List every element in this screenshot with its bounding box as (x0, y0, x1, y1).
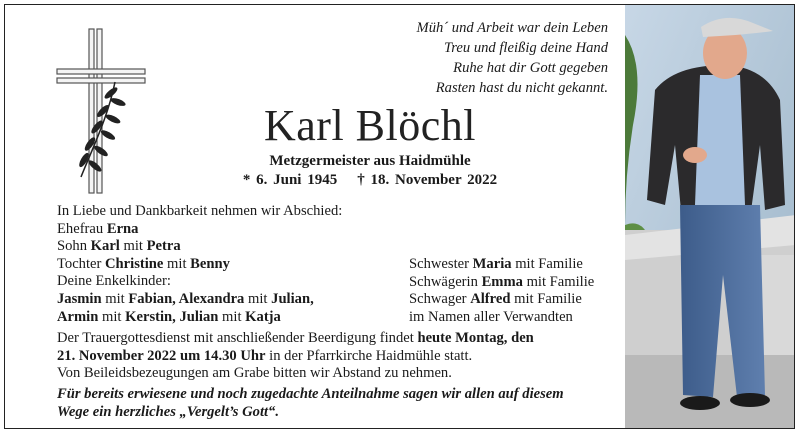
grandchildren-line: Jasmin mit Fabian, Alexandra mit Julian, (57, 290, 314, 307)
family-line-wife: Ehefrau Erna (57, 220, 139, 237)
family-line-son: Sohn Karl mit Petra (57, 238, 181, 255)
poem-line: Müh´ und Arbeit war dein Leben (416, 20, 608, 36)
service-line: Von Beileidsbezeugungen am Grabe bitten wir Abstand zu nehmen. (57, 365, 452, 382)
grandchildren-line: Armin mit Kerstin, Julian mit Katja (57, 308, 281, 325)
poem-line: Rasten hast du nicht gekannt. (435, 80, 608, 96)
service-info (57, 330, 534, 383)
family-list (57, 203, 342, 326)
deceased-occupation: Metzgermeister aus Haidmühle (269, 153, 471, 169)
thanks-note (57, 386, 564, 421)
cross-icon (53, 27, 153, 197)
grandchildren-label: Deine Enkelkinder: (57, 273, 171, 290)
relative-line: Schwester Maria mit Familie (409, 256, 583, 272)
relatives-list (409, 256, 594, 326)
portrait-photo (625, 5, 795, 429)
thanks-line: Wege ein herzliches „Vergelt’s Gott“. (57, 403, 279, 420)
birth-date: * 6. Juni 1945 (242, 172, 338, 188)
relatives-closing: im Namen aller Verwandten (409, 308, 573, 325)
poem-line: Treu und fleißig deine Hand (443, 40, 608, 56)
obituary-notice (4, 4, 795, 429)
life-dates (205, 172, 535, 189)
death-date: † 18. November 2022 (357, 172, 498, 188)
poem (417, 18, 608, 98)
relative-line: Schwägerin Emma mit Familie (409, 273, 595, 290)
service-line: 21. November 2022 um 14.30 Uhr in der Pfarrkirche Haidmühle statt. (57, 347, 473, 364)
thanks-line: Für bereits erwiesene und noch zugedachte Anteilnahme sagen wir allen auf diesem (57, 386, 564, 402)
intro-line: In Liebe und Dankbarkeit nehmen wir Abschied: (57, 203, 343, 219)
poem-line: Ruhe hat dir Gott gegeben (453, 60, 608, 76)
service-line: Der Trauergottesdienst mit anschließender Beerdigung findet heute Montag, den (57, 330, 534, 346)
deceased-name: Karl Blöchl (263, 101, 476, 150)
family-line-daughter: Tochter Christine mit Benny (57, 255, 230, 272)
relative-line: Schwager Alfred mit Familie (409, 291, 582, 308)
